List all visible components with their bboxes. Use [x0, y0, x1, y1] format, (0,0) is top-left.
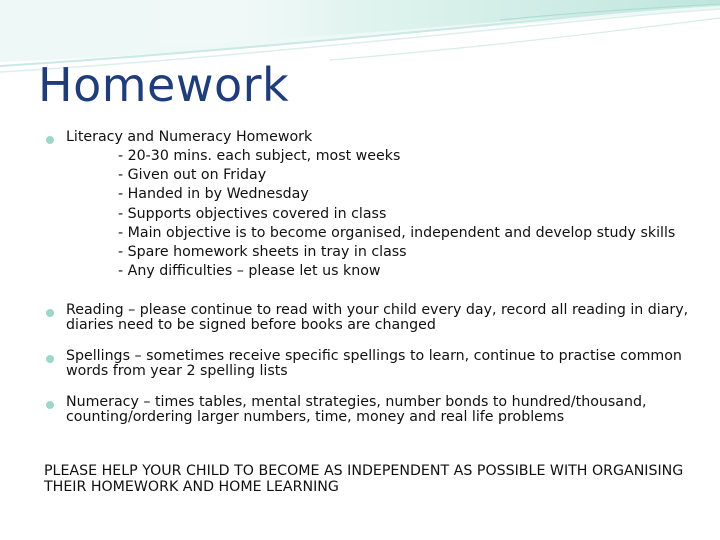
bullet-text: Literacy and Numeracy Homework	[66, 129, 313, 145]
bullet-text: Numeracy – times tables, mental strategies, number bonds to hundred/thousand, counting/ordering larger numbers, time, money and real life problems	[66, 394, 647, 426]
sub-item: - 20-30 mins. each subject, most weeks	[118, 148, 401, 164]
sub-item: - Supports objectives covered in class	[118, 205, 387, 222]
sub-item: - Handed in by Wednesday	[118, 186, 309, 203]
sub-item: - Given out on Friday	[118, 167, 267, 184]
bullet-text: Spellings – sometimes receive specific spellings to learn, continue to practise common words from year 2 spelling lists	[66, 348, 682, 380]
sub-item: - Main objective is to become organised, independent and develop study skills	[118, 224, 676, 241]
bullet-reading	[46, 303, 706, 333]
footer-note: PLEASE HELP YOUR CHILD TO BECOME AS INDEPENDENT AS POSSIBLE WITH ORGANISING THEIR HOMEWORK AND HOME LEARNING	[44, 463, 684, 495]
bullet-spellings	[46, 349, 706, 379]
bullet-dot-icon	[46, 309, 54, 317]
slide-body	[46, 130, 706, 441]
bullet-text: Reading – please continue to read with your child every day, record all reading in diary, diaries need to be signed before books are changed	[66, 302, 689, 334]
sub-item: - Any difficulties – please let us know	[118, 263, 381, 280]
bullet-dot-icon	[46, 401, 54, 409]
bullet-dot-icon	[46, 355, 54, 363]
bullet-dot-icon	[46, 136, 54, 144]
sub-item: - Spare homework sheets in tray in class	[118, 244, 407, 261]
bullet-numeracy	[46, 395, 706, 425]
slide-title: Homework	[38, 58, 290, 112]
bullet-literacy-numeracy	[46, 130, 706, 281]
sub-list	[118, 147, 706, 281]
